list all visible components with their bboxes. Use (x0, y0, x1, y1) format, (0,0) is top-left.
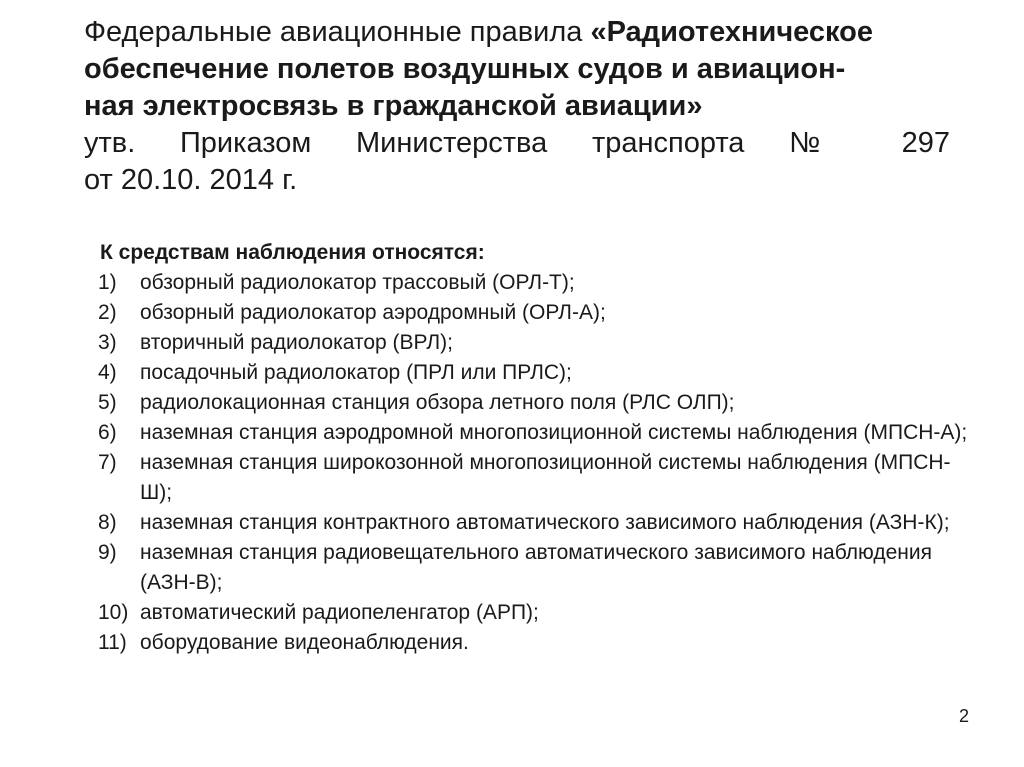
list-item-text: наземная станция аэродромной многопозиционной системы наблюдения (МПСН-А); (140, 421, 968, 444)
list-item-number: 1) (98, 271, 117, 294)
surveillance-means-list (98, 268, 978, 658)
document-header (84, 14, 950, 199)
list-item (98, 358, 978, 388)
surveillance-means-section (98, 238, 978, 658)
list-item (98, 538, 978, 598)
list-item-text: автоматический радиопеленгатор (АРП); (140, 601, 539, 624)
list-item-number: 2) (98, 301, 117, 324)
list-item (98, 418, 978, 448)
list-item-number: 8) (98, 511, 117, 534)
list-item-number: 5) (98, 391, 117, 414)
header-title-part-3: ная электросвязь в гражданской авиации» (84, 90, 703, 122)
header-approved-by: утв. Приказом Министерства транспорта № 297 (84, 127, 950, 159)
list-item (98, 598, 978, 628)
list-item (98, 508, 978, 538)
header-title-part-1: «Радиотехническое (590, 16, 874, 48)
header-date: от 20.10. 2014 г. (84, 164, 298, 196)
list-item-text: обзорный радиолокатор аэродромный (ОРЛ-А); (140, 301, 606, 324)
header-intro: Федеральные авиационные правила (84, 16, 591, 48)
list-item-number: 10) (98, 601, 129, 624)
list-item-number: 3) (98, 331, 117, 354)
list-item (98, 628, 978, 658)
list-item-text: обзорный радиолокатор трассовый (ОРЛ-Т); (140, 271, 575, 294)
list-item (98, 388, 978, 418)
header-title-part-2: обеспечение полетов воздушных судов и авиацион- (84, 53, 846, 85)
list-item (98, 268, 978, 298)
list-item-text: наземная станция широкозонной многопозиционной системы наблюдения (МПСН-Ш); (140, 451, 951, 504)
list-item-text: наземная станция радиовещательного автоматического зависимого наблюдения (АЗН-В); (140, 541, 932, 594)
list-item-text: вторичный радиолокатор (ВРЛ); (140, 331, 453, 354)
header-line-1 (84, 14, 950, 51)
list-item-text: посадочный радиолокатор (ПРЛ или ПРЛС); (140, 361, 572, 384)
list-item (98, 448, 978, 508)
list-item-number: 7) (98, 451, 117, 474)
page-number: 2 (958, 706, 969, 726)
list-item-number: 4) (98, 361, 117, 384)
list-item-number: 6) (98, 421, 117, 444)
list-item (98, 298, 978, 328)
list-item-number: 9) (98, 541, 117, 564)
list-item-text: радиолокационная станция обзора летного поля (РЛС ОЛП); (140, 391, 735, 414)
list-item-text: оборудование видеонаблюдения. (140, 631, 469, 654)
list-item-number: 11) (98, 631, 127, 654)
list-item (98, 328, 978, 358)
list-title: К средствам наблюдения относятся: (100, 241, 485, 264)
list-item-text: наземная станция контрактного автоматического зависимого наблюдения (АЗН-К); (140, 511, 950, 534)
